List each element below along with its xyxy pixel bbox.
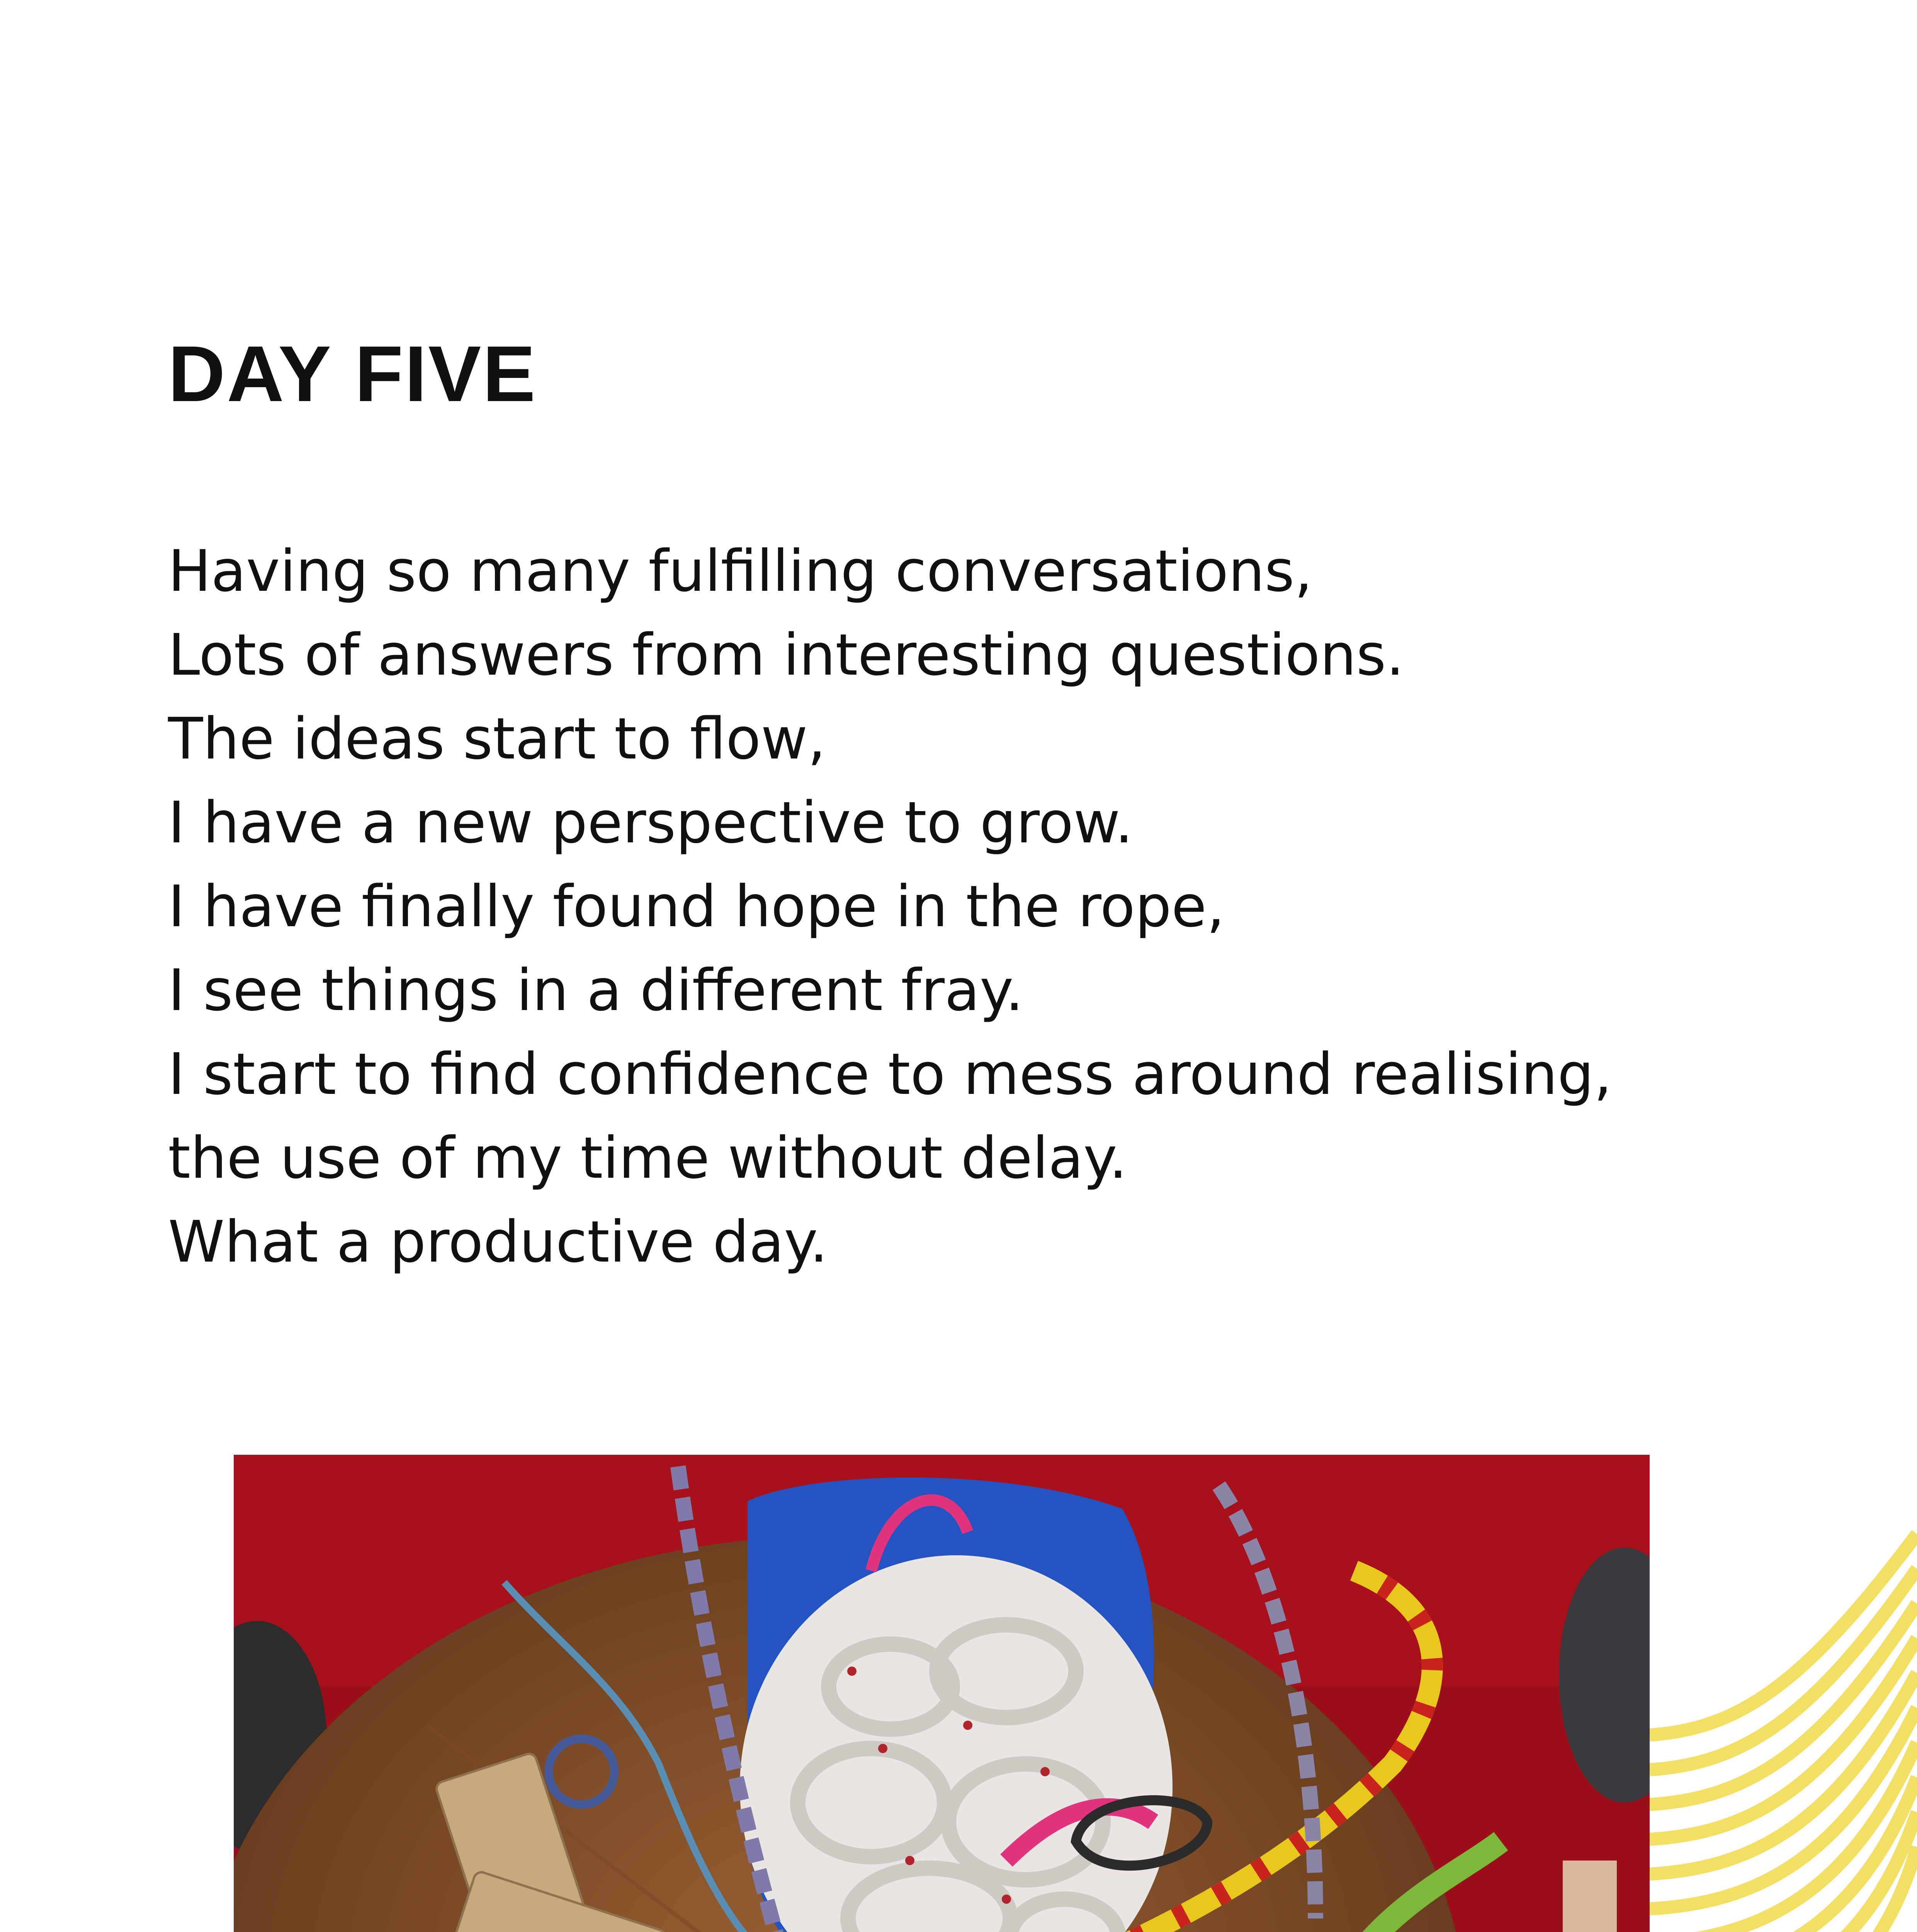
poem-line: Lots of answers from interesting questions.: [168, 622, 1404, 688]
poem-line: I have finally found hope in the rope,: [168, 873, 1225, 940]
poem-line: I start to find confidence to mess around realising,: [168, 1041, 1612, 1107]
poem-line: the use of my time without delay.: [168, 1125, 1127, 1191]
wooden-leg: [1563, 1861, 1617, 1932]
rope-knots-illustration: [234, 1455, 1650, 1932]
rope-knots-photo: [234, 1455, 1650, 1932]
poem-line: Having so many fulfilling conversations,: [168, 538, 1313, 604]
poem-line: I see things in a different fray.: [168, 957, 1024, 1024]
page-title: DAY FIVE: [168, 330, 537, 418]
poem-line: The ideas start to flow,: [168, 706, 826, 772]
poem-line: I have a new perspective to grow.: [168, 789, 1133, 856]
poem: [168, 529, 1713, 1284]
poem-line: What a productive day.: [168, 1209, 828, 1275]
yellow-stripes-right: [1642, 1507, 1917, 1932]
